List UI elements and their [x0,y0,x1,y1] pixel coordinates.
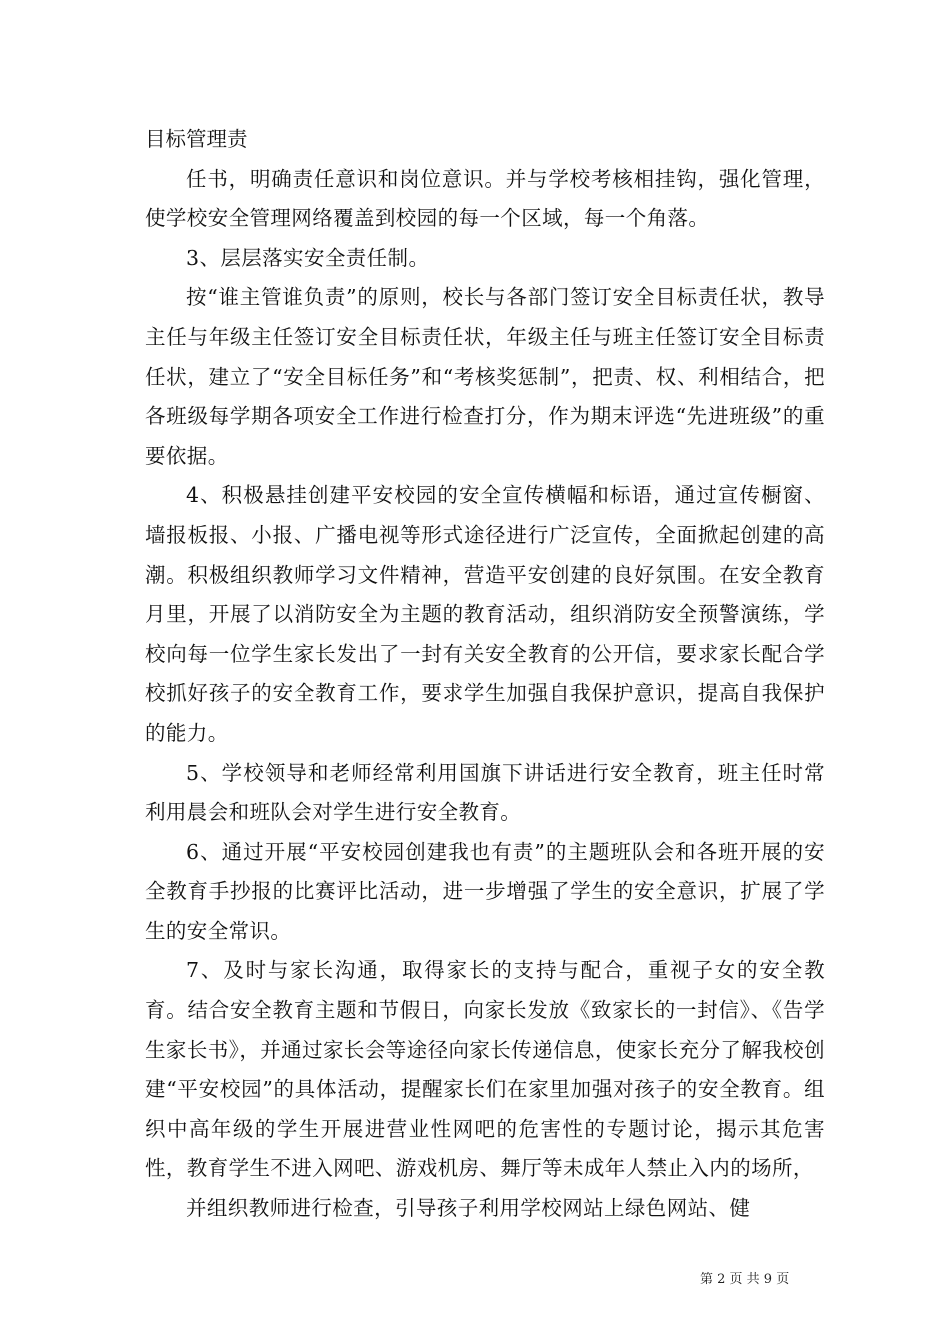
paragraph-item-4: 4、积极悬挂创建平安校园的安全宣传横幅和标语，通过宣传橱窗、墙报板报、小报、广播电视等形式途径进行广泛宣传，全面掀起创建的高潮。积极组织教师学习文件精神，营造平安创建的良好氛围。在安全教育月里，开展了以消防安全为主题的教育活动，组织消防安全预警演练，学校向每一位学生家长发出了一封有关安全教育的公开信，要求家长配合学校抓好孩子的安全教育工作，要求学生加强自我保护意识，提高自我保护的能力。 [145,483,825,745]
page-number-footer: 第 2 页 共 9 页 [700,1272,790,1287]
paragraph-item-6: 6、通过开展“平安校园创建我也有责”的主题班队会和各班开展的安全教育手抄报的比赛评比活动，进一步增强了学生的安全意识，扩展了学生的安全常识。 [145,839,825,943]
paragraph-continued: 并组织教师进行检查，引导孩子利用学校网站上绿色网站、健 [186,1196,751,1221]
paragraph-responsibility: 任书，明确责任意识和岗位意识。并与学校考核相挂钩，强化管理，使学校安全管理网络覆盖到校园的每一个区域，每一个角落。 [145,166,825,231]
paragraph-item-5: 5、学校领导和老师经常利用国旗下讲话进行安全教育，班主任时常利用晨会和班队会对学生进行安全教育。 [145,760,825,825]
document-body [145,120,825,1229]
paragraph-responsibility-system: 按“谁主管谁负责”的原则，校长与各部门签订安全目标责任状，教导主任与年级主任签订安全目标责任状，年级主任与班主任签订安全目标责任状，建立了“安全目标任务”和“考核奖惩制”，把责、权、利相结合，把各班级每学期各项安全工作进行检查打分，作为期末评选“先进班级”的重要依据。 [145,285,825,468]
section-heading-3: 3、层层落实安全责任制。 [186,245,430,270]
paragraph-fragment-heading: 目标管理责 [145,127,248,151]
paragraph-item-7: 7、及时与家长沟通，取得家长的支持与配合，重视子女的安全教育。结合安全教育主题和节假日，向家长发放《致家长的一封信》、《告学生家长书》，并通过家长会等途径向家长传递信息，使家长充分了解我校创建“平安校园”的具体活动，提醒家长们在家里加强对孩子的安全教育。组织中高年级的学生开展进营业性网吧的危害性的专题讨论，揭示其危害性，教育学生不进入网吧、游戏机房、舞厅等未成年人禁止入内的场所， [145,958,825,1181]
